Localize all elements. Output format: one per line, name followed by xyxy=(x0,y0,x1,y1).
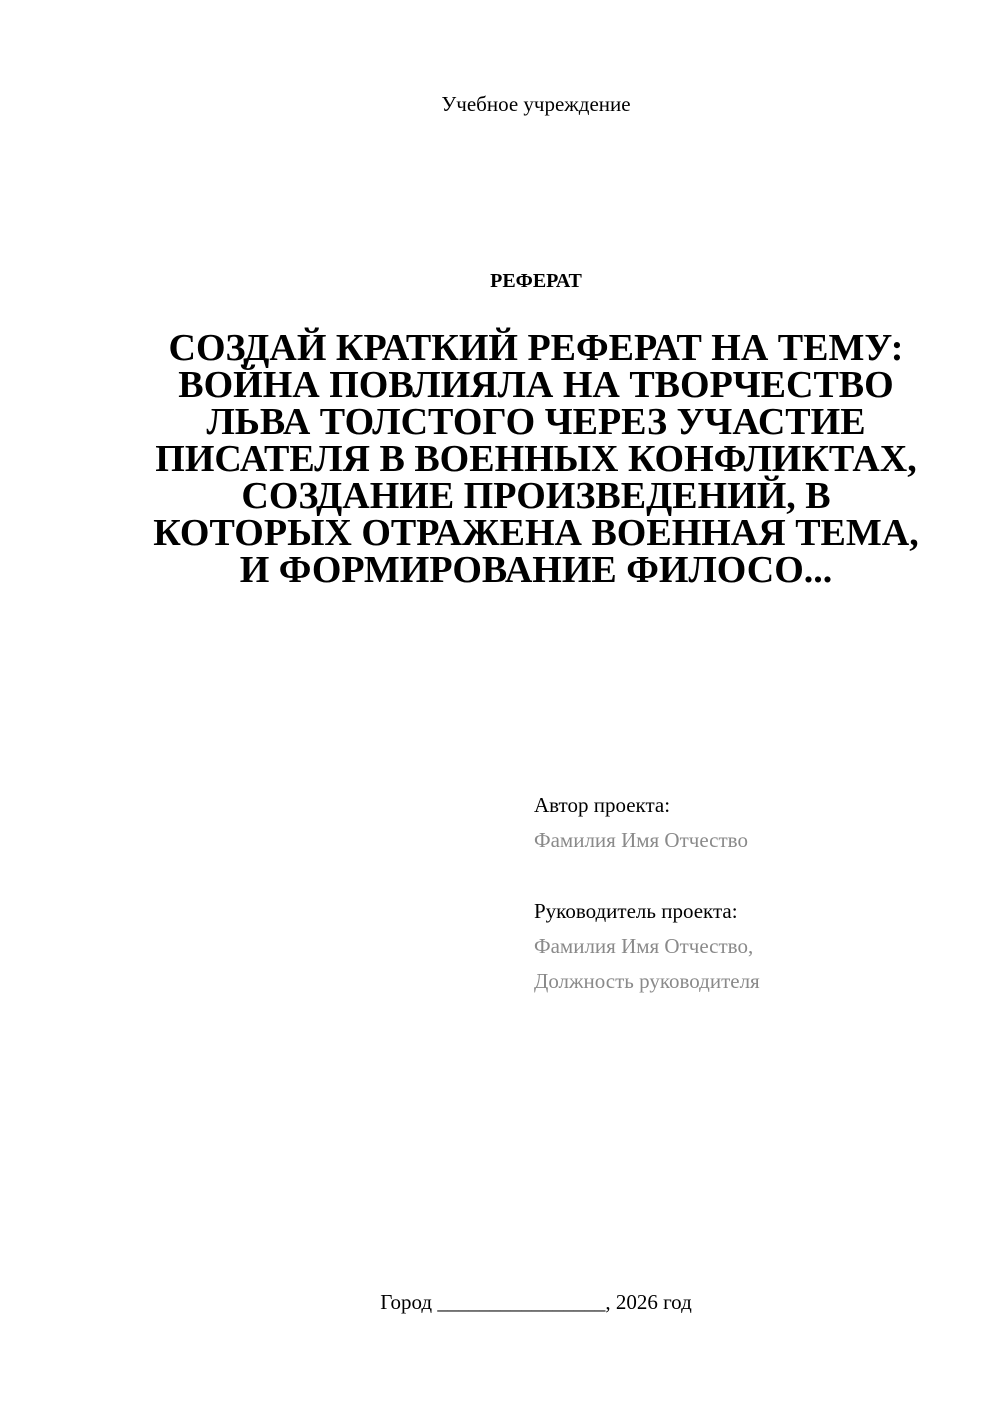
supervisor-position: Должность руководителя xyxy=(534,969,760,993)
signature-block xyxy=(534,788,954,999)
document-title: СОЗДАЙ КРАТКИЙ РЕФЕРАТ НА ТЕМУ: ВОЙНА ПОВЛИЯЛА НА ТВОРЧЕСТВО ЛЬВА ТОЛСТОГО ЧЕРЕЗ УЧАСТИЕ ПИСАТЕЛЯ В ВОЕННЫХ КОНФЛИКТАХ, СОЗДАНИЕ ПРОИЗВЕДЕНИЙ, В КОТОРЫХ ОТРАЖЕНА ВОЕННАЯ ТЕМА, И ФОРМИРОВАНИЕ ФИЛОСО... xyxy=(153,327,919,591)
document-type: РЕФЕРАТ xyxy=(490,270,582,292)
author-label: Автор проекта: xyxy=(534,793,671,817)
spacer xyxy=(534,858,954,894)
city-year-line: Город ________________, 2026 год xyxy=(380,1290,692,1314)
supervisor-label: Руководитель проекта: xyxy=(534,899,738,923)
institution-name: Учебное учреждение xyxy=(441,92,631,116)
author-name: Фамилия Имя Отчество xyxy=(534,828,748,852)
supervisor-name: Фамилия Имя Отчество, xyxy=(534,934,754,958)
